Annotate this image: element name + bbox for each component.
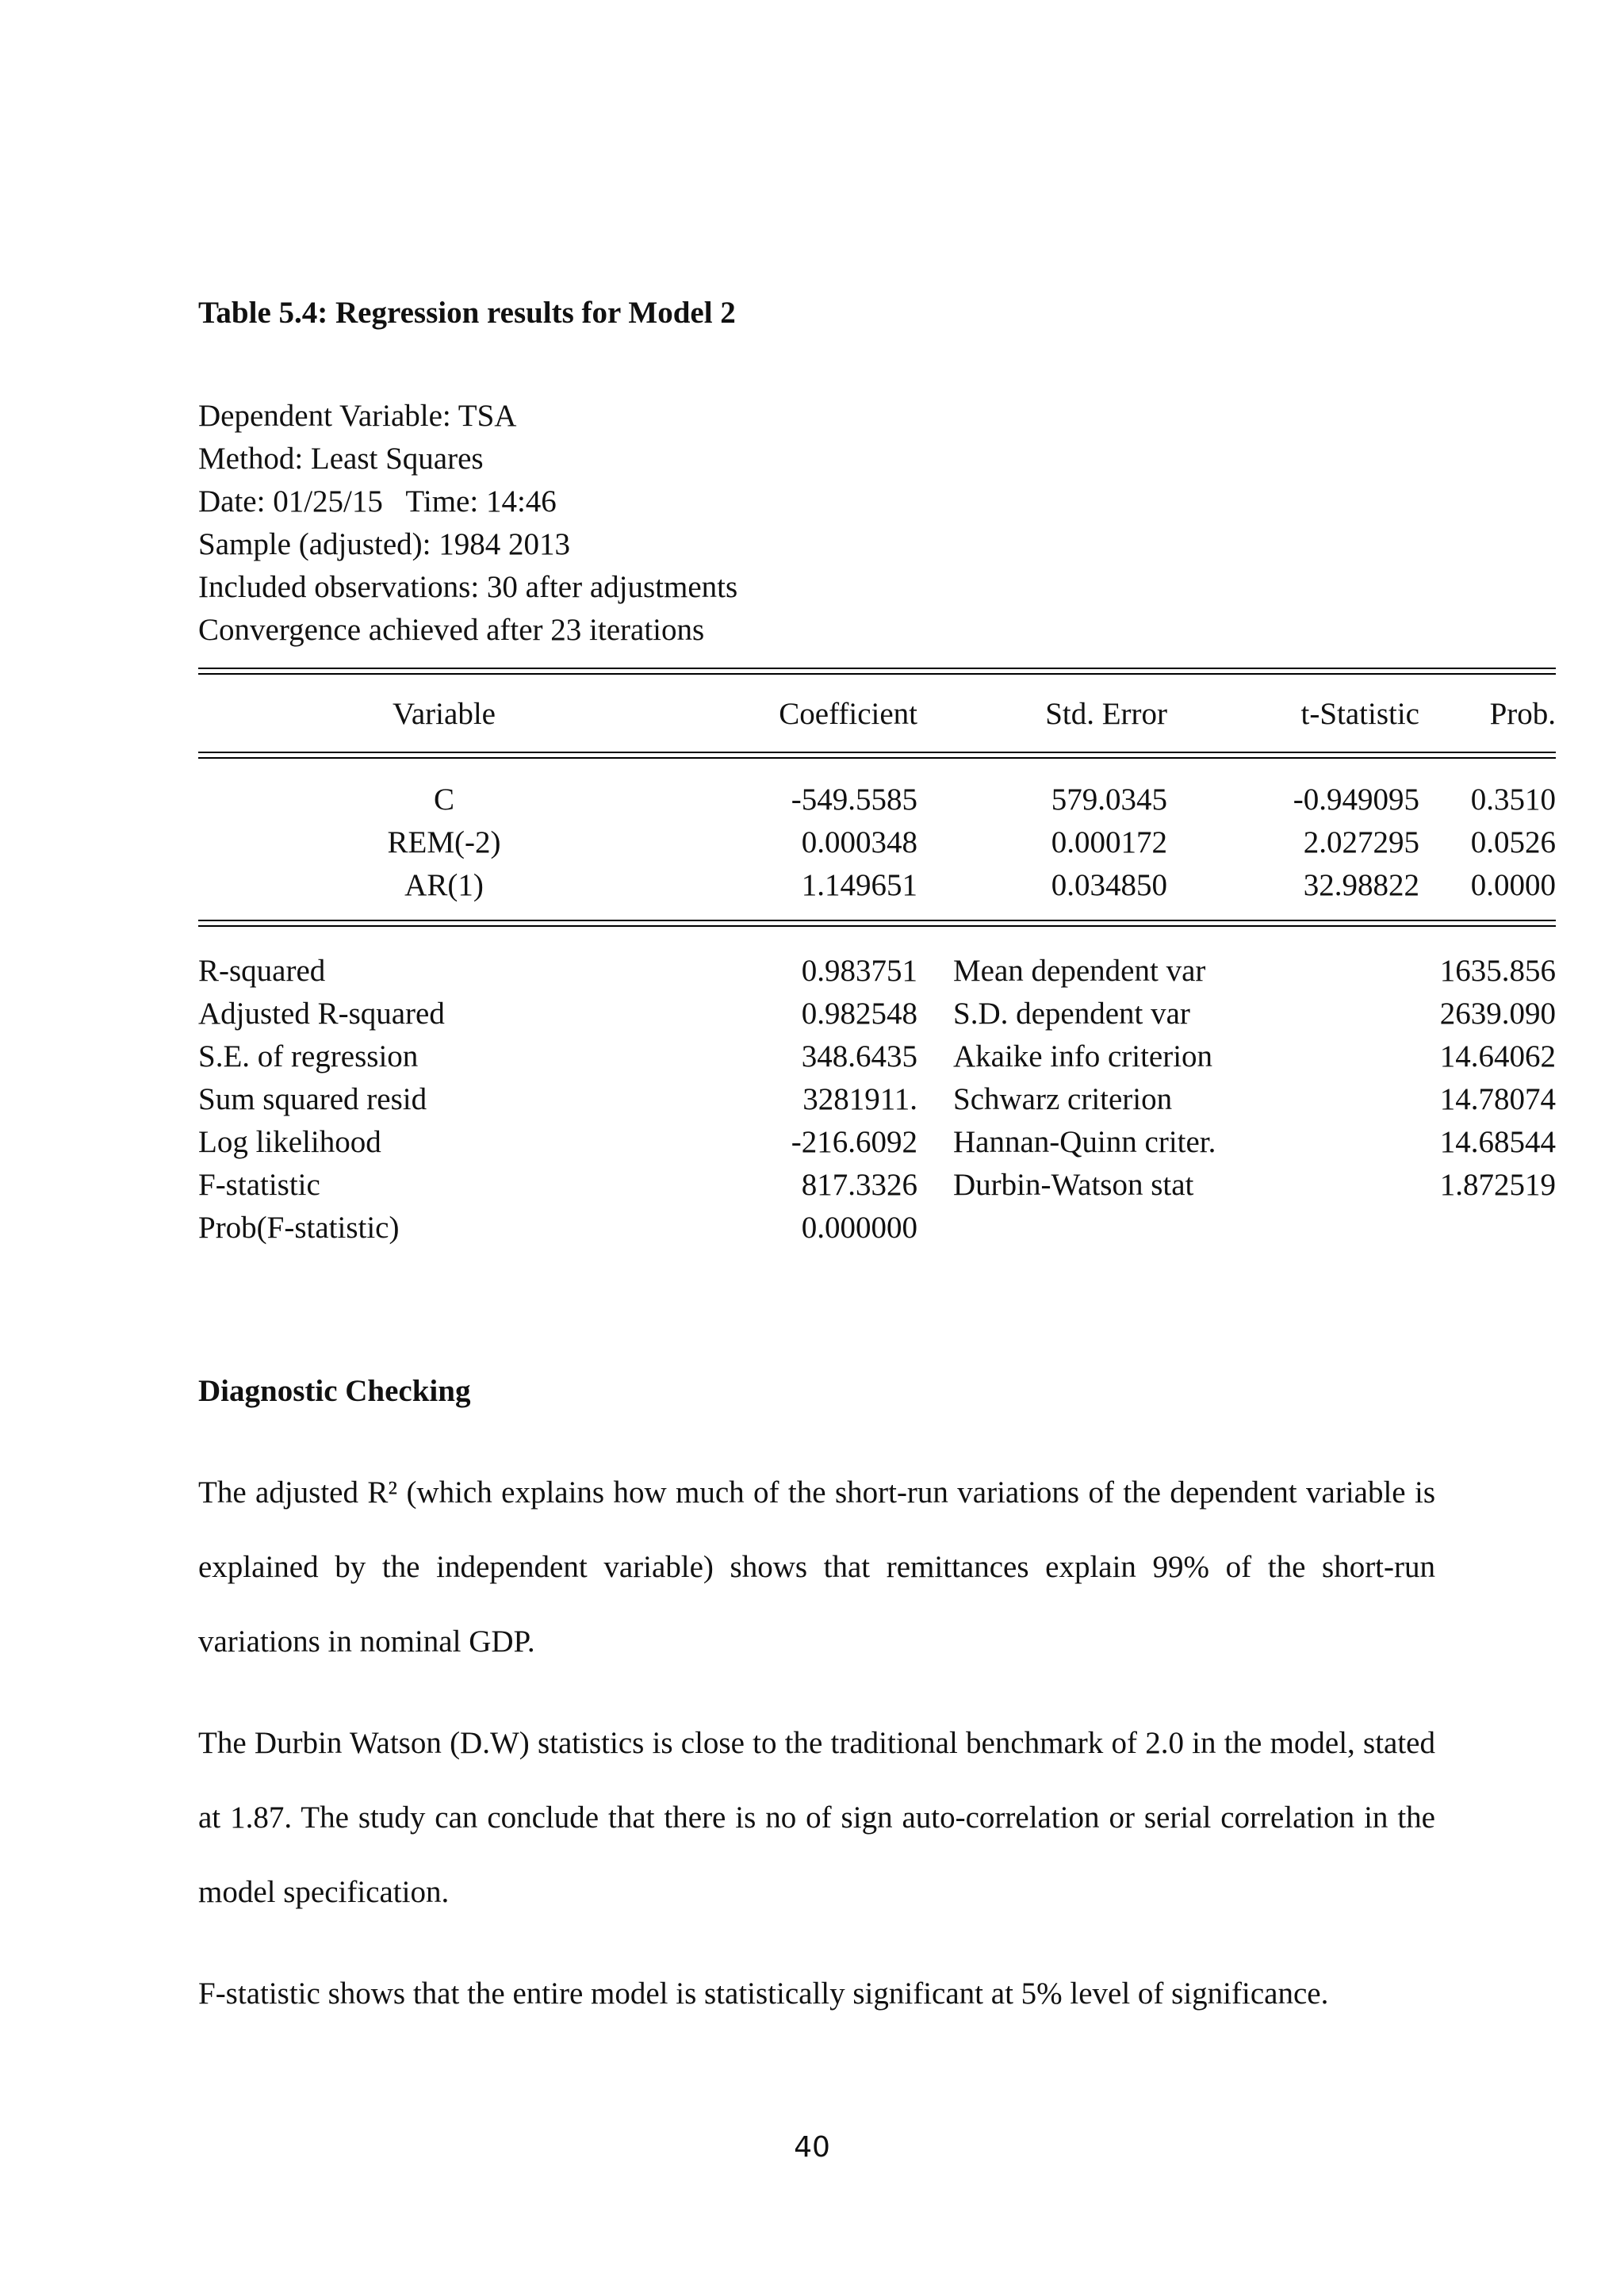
sample: Sample (adjusted): 1984 2013: [198, 527, 571, 561]
row-std-error: 0.034850: [1051, 868, 1167, 902]
page-number: 40: [794, 2131, 830, 2164]
stat-value: 348.6435: [801, 1039, 917, 1073]
paragraph: The adjusted R² (which explains how much of the short-run variations of the dependent variable is explained by the independent variable) shows that remittances explain 99% of the short-run variations in nominal GDP.: [198, 1475, 1435, 1659]
method: Method: Least Squares: [198, 442, 484, 476]
stat-label: R-squared: [198, 954, 326, 988]
row-t-statistic: 32.98822: [1303, 868, 1419, 902]
stat-label: Sum squared resid: [198, 1082, 427, 1116]
stat-value: -216.6092: [791, 1125, 917, 1159]
header-coefficient: Coefficient: [779, 697, 917, 731]
row-coefficient: 0.000348: [801, 825, 917, 859]
stat-label: Akaike info criterion: [953, 1039, 1213, 1073]
stat-label: S.D. dependent var: [953, 997, 1190, 1031]
stat-label: Durbin-Watson stat: [953, 1168, 1194, 1202]
stat-label: Log likelihood: [198, 1125, 381, 1159]
table-stats-rule: [198, 920, 1556, 927]
row-variable: C: [433, 783, 454, 817]
stat-value: 817.3326: [801, 1168, 917, 1202]
row-coefficient: 1.149651: [801, 868, 917, 902]
row-prob: 0.0000: [1470, 868, 1556, 902]
stat-label: Schwarz criterion: [953, 1082, 1173, 1116]
stat-value: 0.983751: [801, 954, 917, 988]
stat-value: 14.64062: [1439, 1039, 1556, 1073]
row-prob: 0.0526: [1470, 825, 1556, 859]
stat-value: 3281911.: [802, 1082, 917, 1116]
stat-value: 0.982548: [801, 997, 917, 1031]
row-t-statistic: -0.949095: [1293, 783, 1419, 817]
row-coefficient: -549.5585: [791, 783, 917, 817]
stat-value: 1635.856: [1439, 954, 1556, 988]
stat-label: Prob(F-statistic): [198, 1211, 400, 1245]
date-time: Date: 01/25/15 Time: 14:46: [198, 484, 557, 519]
stat-label: Adjusted R-squared: [198, 997, 445, 1031]
section-heading: Diagnostic Checking: [198, 1374, 471, 1408]
table-title: Table 5.4: Regression results for Model 2: [198, 296, 736, 330]
stat-label: Mean dependent var: [953, 954, 1206, 988]
row-std-error: 0.000172: [1051, 825, 1167, 859]
stat-value: 2639.090: [1439, 997, 1556, 1031]
row-prob: 0.3510: [1470, 783, 1556, 817]
row-std-error: 579.0345: [1051, 783, 1167, 817]
convergence: Convergence achieved after 23 iterations: [198, 613, 705, 647]
header-variable: Variable: [393, 697, 496, 731]
paragraph: The Durbin Watson (D.W) statistics is close to the traditional benchmark of 2.0 in the model, stated at 1.87. The study can conclude that there is no of sign auto-correlation or serial correlation in the model specification.: [198, 1726, 1435, 1909]
header-std-error: Std. Error: [1045, 697, 1167, 731]
stat-value: 14.68544: [1439, 1125, 1556, 1159]
stat-value: 1.872519: [1439, 1168, 1556, 1202]
stat-value: 14.78074: [1439, 1082, 1556, 1116]
observations: Included observations: 30 after adjustments: [198, 570, 738, 604]
row-variable: REM(-2): [387, 825, 501, 859]
header-prob: Prob.: [1489, 697, 1556, 731]
regression-metadata: [198, 395, 737, 652]
stat-label: Hannan-Quinn criter.: [953, 1125, 1216, 1159]
dependent-variable: Dependent Variable: TSA: [198, 399, 517, 433]
paragraph: F-statistic shows that the entire model is statistically significant at 5% level of significance.: [198, 1976, 1329, 2011]
table-top-rule: [198, 668, 1556, 675]
stat-label: F-statistic: [198, 1168, 320, 1202]
row-variable: AR(1): [404, 868, 484, 902]
header-t-statistic: t-Statistic: [1300, 697, 1419, 731]
stat-value: 0.000000: [801, 1211, 917, 1245]
row-t-statistic: 2.027295: [1303, 825, 1419, 859]
stat-label: S.E. of regression: [198, 1039, 419, 1073]
table-header-rule: [198, 752, 1556, 759]
